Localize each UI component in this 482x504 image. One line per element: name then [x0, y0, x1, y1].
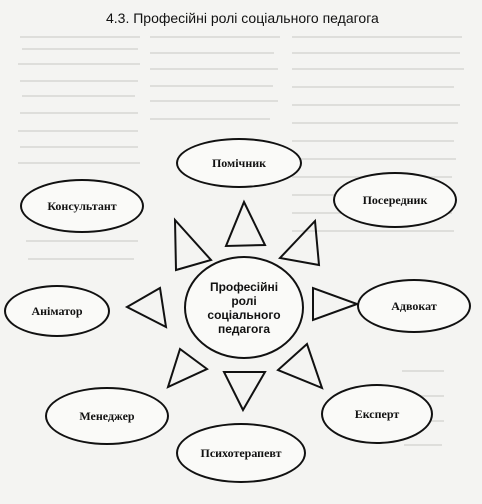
- role-psykhoterapevt: Психотерапевт: [176, 423, 306, 483]
- role-animator: Аніматор: [4, 285, 110, 337]
- role-menedzher: Менеджер: [45, 387, 169, 445]
- role-pomichnyk: Помічник: [176, 138, 302, 188]
- page-title: 4.3. Професійні ролі соціального педагога: [106, 10, 379, 26]
- role-konsultant: Консультант: [20, 179, 144, 233]
- role-advokat: Адвокат: [357, 279, 471, 333]
- role-ekspert: Експерт: [321, 384, 433, 444]
- role-poserednyk: Посередник: [333, 172, 457, 228]
- center-professional-roles: Професійні ролі соціального педагога: [184, 256, 304, 359]
